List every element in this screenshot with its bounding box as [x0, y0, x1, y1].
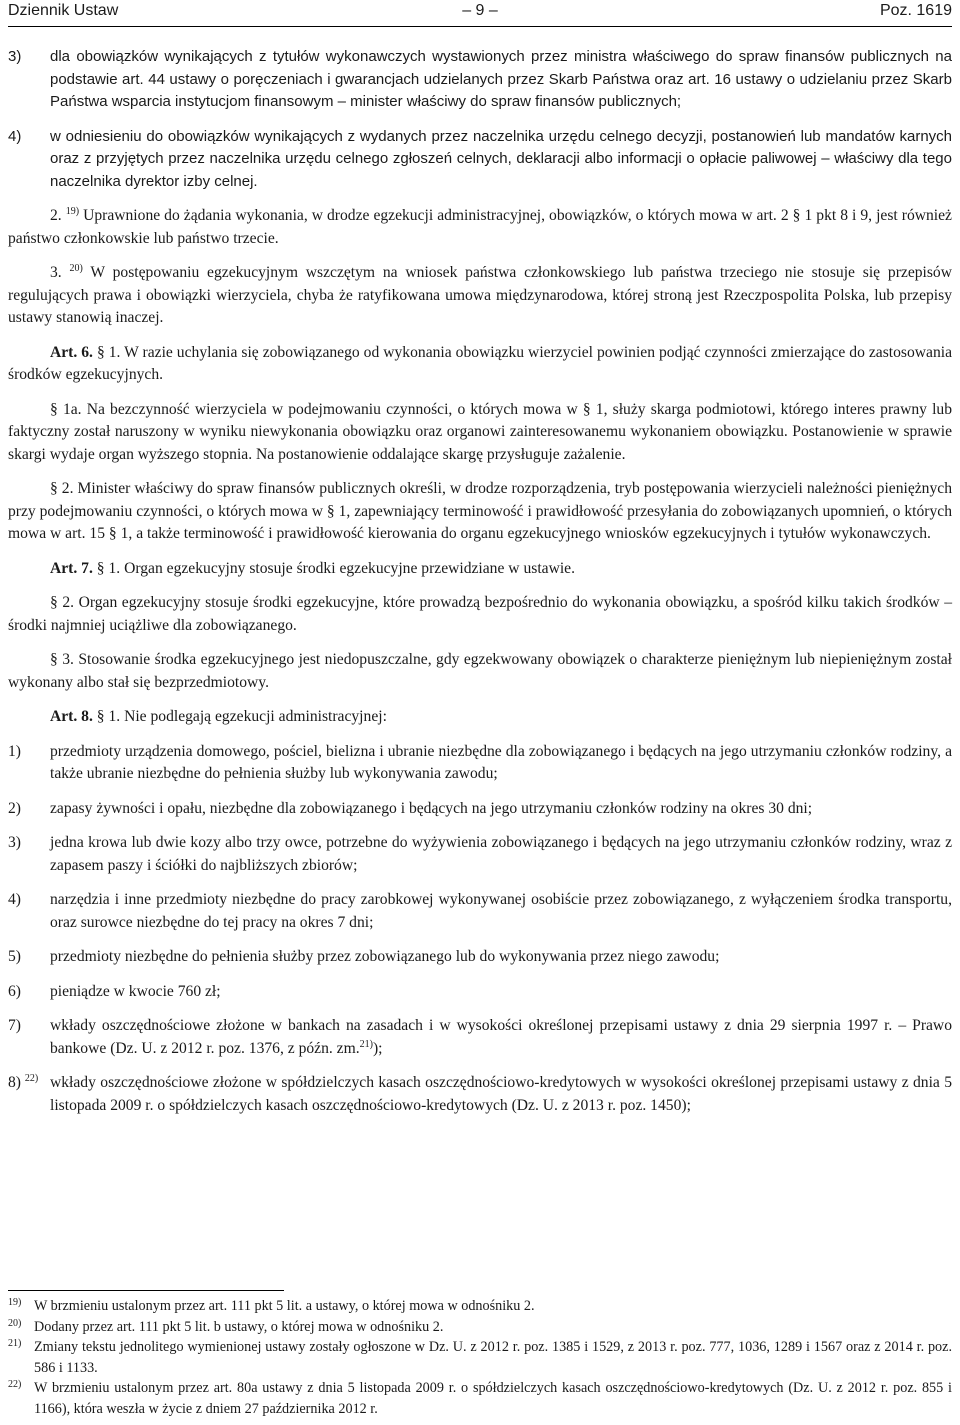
list-item — [8, 832, 952, 877]
footnotes — [8, 1296, 952, 1419]
footnote-ref: 22) — [24, 1073, 39, 1084]
paragraph-text: W postępowaniu egzekucyjnym wszczętym na wniosek państwa członkowskiego lub państwa trzeciego nie stosuje się przepisów regulujących prawa i obowiązki wierzyciela, chyba że ratyfikowana umowa międzynarodowa, której stroną jest Rzeczpospolita Polska, lub przepisy ustawy stanowią inaczej. — [8, 264, 952, 326]
item-number — [8, 1072, 50, 1117]
paragraph-text: Uprawnione do żądania wykonania, w drodze egzekucji administracyjnej, obowiązków, o których mowa w art. 2 § 1 pkt 8 i 9, jest również państwo członkowskie lub państwo trzecie. — [8, 207, 952, 247]
item-number: 6) — [8, 982, 21, 1000]
footnote — [8, 1317, 952, 1338]
item-number: 2) — [8, 799, 21, 817]
paragraph-3 — [8, 262, 952, 330]
footnote — [8, 1378, 952, 1419]
item-text: jedna krowa lub dwie kozy albo trzy owce, potrzebne do wyżywienia zobowiązanego i będących na jego utrzymaniu członków rodziny, wraz z zapasem paszy i ściółki do najbliższych zbiorów; — [50, 834, 952, 874]
article-label: Art. 7. — [50, 559, 93, 577]
article-6-para-1 — [8, 342, 952, 387]
paragraph-number: 2. — [50, 207, 62, 224]
article-8-para-1 — [8, 706, 952, 729]
list-item-4 — [8, 126, 952, 194]
footnote-number: 21) — [8, 1338, 22, 1349]
item-text: zapasy żywności i opału, niezbędne dla zobowiązanego i będących na jego utrzymaniu członków rodziny na okres 30 dni; — [50, 799, 813, 817]
item-text: dla obowiązków wynikających z tytułów wykonawczych wystawionych przez ministra właściwego do spraw finansów publicznych na podstawie art. 44 ustawy o poręczeniach i gwarancjach udzielanych przez Skarb Państwa oraz art. 16 ustawy o udzielaniu przez Skarb Państwa wsparcia instytucjom finansowym – minister właściwy do spraw finansów publicznych; — [50, 48, 952, 110]
footnote-ref: 19) — [65, 206, 80, 217]
article-7-para-3: § 3. Stosowanie środka egzekucyjnego jest niedopuszczalne, gdy egzekwowany obowiązek o charakterze pieniężnym lub niepieniężnym został wykonany albo stał się bezprzedmiotowy. — [8, 651, 952, 691]
footnote — [8, 1337, 952, 1378]
journal-title: Dziennik Ustaw — [8, 2, 119, 19]
list-item — [8, 741, 952, 786]
paragraph-number: 3. — [50, 264, 62, 281]
item-number: 7) — [8, 1017, 21, 1034]
item-text-body: wkłady oszczędnościowe złożone w bankach na zasadach i w wysokości określonej przepisami ustawy z dnia 29 sierpnia 1997 r. – Prawo bankowe (Dz. U. z 2012 r. poz. 1376, z późn. zm. — [50, 1017, 952, 1057]
footnote-text: W brzmieniu ustalonym przez art. 80a ustawy z dnia 5 listopada 2009 r. o spółdzielczych kasach oszczędnościowo-kredytowych (Dz. U. z 2012 r. poz. 855 i 1166), która weszła w życie z dniem 27 października 2012 r. — [34, 1380, 952, 1417]
list-item-8 — [8, 1072, 952, 1117]
document-body — [8, 46, 952, 1129]
paragraph-number: § 1. — [96, 343, 121, 361]
list-item — [8, 798, 952, 821]
footnote-text: Zmiany tekstu jednolitego wymienionej ustawy zostały ogłoszone w Dz. U. z 2012 r. poz. 1385 i 1529, z 2013 r. poz. 777, 1036, 1289 i 1567 oraz z 2014 r. poz. 586 i 1133. — [34, 1339, 952, 1376]
item-number: 3) — [8, 834, 21, 851]
footnote-number: 19) — [8, 1297, 22, 1308]
item-number: 4) — [8, 127, 22, 145]
article-label: Art. 6. — [50, 343, 93, 361]
footnote-text: Dodany przez art. 111 pkt 5 lit. b ustawy, o której mowa w odnośniku 2. — [34, 1318, 444, 1335]
footnote-number: 20) — [8, 1317, 22, 1329]
item-number: 1) — [8, 742, 21, 760]
item-text: narzędzia i inne przedmioty niezbędne do pracy zarobkowej wykonywanej osobiście przez zobowiązanego, z wyłączeniem środka transportu, oraz surowce niezbędne do tej pracy na okres 7 dni; — [50, 891, 952, 931]
list-item — [8, 946, 952, 969]
list-item-3 — [8, 46, 952, 114]
paragraph-number: § 1. — [96, 559, 121, 577]
page-header — [8, 0, 952, 27]
item-number: 3) — [8, 48, 22, 65]
list-item-7 — [8, 1015, 952, 1060]
item-text: przedmioty urządzenia domowego, pościel, bielizna i ubranie niezbędne dla zobowiązanego i będących na jego utrzymaniu członków rodziny, a także ubranie niezbędne do pełnienia służby lub wykonywania zawodu; — [50, 742, 952, 782]
footnote-number: 22) — [8, 1379, 22, 1390]
position-number: Poz. 1619 — [879, 2, 952, 19]
paragraph-number: § 1. — [96, 708, 121, 725]
footnote-ref: 20) — [69, 263, 83, 274]
footnote-ref: 21) — [359, 1038, 373, 1050]
footnote-text: W brzmieniu ustalonym przez art. 111 pkt 5 lit. a ustawy, o której mowa w odnośniku 2. — [34, 1298, 535, 1314]
paragraph-text: Organ egzekucyjny stosuje środki egzekucyjne przewidziane w ustawie. — [124, 559, 575, 577]
list-item — [8, 981, 952, 1004]
item-number: 5) — [8, 948, 21, 965]
item-text: wkłady oszczędnościowe złożone w spółdzielczych kasach oszczędnościowo-kredytowych w wysokości określonej przepisami ustawy z dnia 5 listopada 2009 r. o spółdzielczych kasach oszczędnościowo-kredytowych (Dz. U. z 2013 r. poz. 1450); — [50, 1074, 952, 1114]
footnote-divider — [8, 1290, 284, 1291]
item-number-value: 8) — [8, 1074, 21, 1091]
page-number: – 9 – — [462, 2, 498, 19]
paragraph-text: W razie uchylania się zobowiązanego od wykonania obowiązku wierzyciel powinien podjąć czynności zmierzające do zastosowania środków egzekucyjnych. — [8, 343, 952, 383]
item-number: 4) — [8, 891, 21, 908]
item-text — [50, 1015, 952, 1060]
item-text: przedmioty niezbędne do pełnienia służby przez zobowiązanego lub do wykonywania przez niego zawodu; — [50, 948, 720, 965]
article-7-para-1 — [8, 558, 952, 581]
article-6-para-2: § 2. Minister właściwy do spraw finansów publicznych określi, w drodze rozporządzenia, tryb postępowania wierzycieli należności pieniężnych przy podejmowaniu czynności, o których mowa w § 1, zapewniający terminowość i prawidłowość przesyłania do zobowiązanych upomnień, o których mowa w art. 15 § 1, a także terminowość i prawidłowość kierowania do organu egzekucyjnego wniosków egzekucyjnych i tytułów wykonawczych. — [8, 480, 952, 542]
article-label: Art. 8. — [50, 708, 93, 725]
paragraph-2 — [8, 205, 952, 250]
paragraph-text: Nie podlegają egzekucji administracyjnej: — [124, 708, 387, 725]
item-text: pieniądze w kwocie 760 zł; — [50, 982, 221, 1000]
item-text: w odniesieniu do obowiązków wynikających z wydanych przez naczelnika urzędu celnego decyzji, postanowień lub mandatów karnych oraz z przyjętych przez naczelnika urzędu celnego zgłoszeń celnych, deklaracji albo informacji o opłacie paliwowej – właściwy dla tego naczelnika dyrektor izby celnej. — [50, 127, 952, 190]
article-7-para-2: § 2. Organ egzekucyjny stosuje środki egzekucyjne, które prowadzą bezpośrednio do wykonania obowiązku, a spośród kilku takich środków – środki najmniej uciążliwe dla zobowiązanego. — [8, 594, 952, 634]
footnote — [8, 1296, 952, 1317]
item-text-tail: ); — [372, 1039, 383, 1057]
article-6-para-1a: § 1a. Na bezczynność wierzyciela w podejmowaniu czynności, o których mowa w § 1, służy skarga podmiotowi, którego interes prawny lub faktyczny został naruszony w wyniku niewykonania obowiązku oraz organowi zainteresowanemu wykonaniem obowiązku. Postanowienie w sprawie skargi wydaje organ wyższego stopnia. Na postanowienie oddalające skargę przysługuje zażalenie. — [8, 400, 952, 463]
list-item — [8, 889, 952, 934]
